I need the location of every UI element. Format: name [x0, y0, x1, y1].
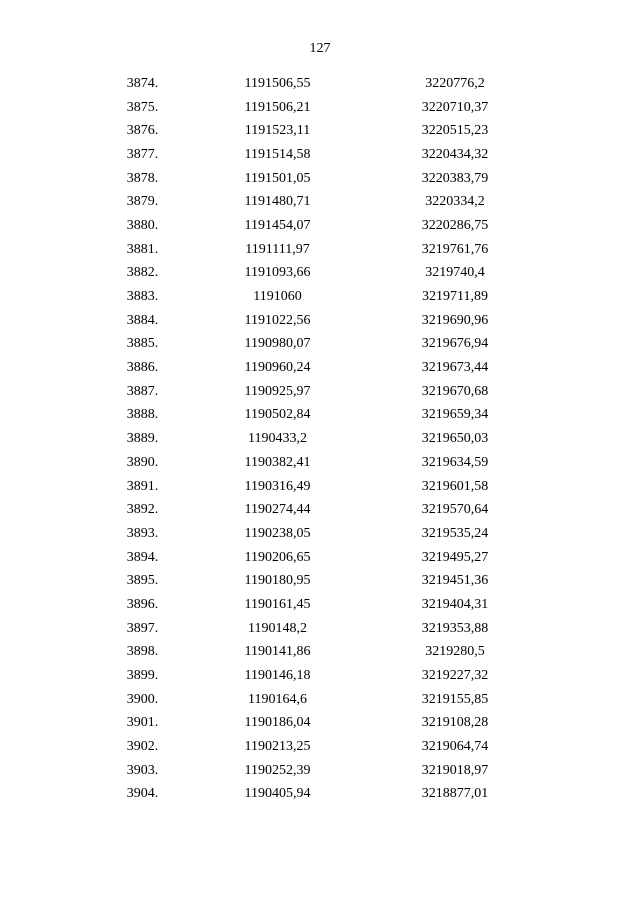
table-row [100, 593, 540, 617]
table-row [100, 309, 540, 333]
y-coordinate-cell: 3219634,59 [421, 454, 489, 470]
point-number-cell: 3879. [126, 194, 159, 210]
y-coordinate-cell: 3219673,44 [421, 360, 489, 376]
x-coordinate-cell: 1191060 [253, 289, 302, 305]
point-number-cell: 3899. [126, 668, 159, 684]
y-coordinate-cell: 3219670,68 [421, 383, 489, 399]
point-number-cell: 3875. [126, 99, 159, 115]
point-number-cell: 3898. [126, 644, 159, 660]
y-coordinate-cell: 3219227,32 [421, 668, 489, 684]
table-row [100, 498, 540, 522]
y-coordinate-cell: 3219570,64 [421, 502, 489, 518]
point-number-cell: 3894. [126, 549, 159, 565]
x-coordinate-cell: 1190161,45 [244, 596, 311, 612]
point-number-cell: 3897. [126, 620, 159, 636]
table-row [100, 380, 540, 404]
x-coordinate-cell: 1191501,05 [244, 170, 311, 186]
x-coordinate-cell: 1191093,66 [244, 265, 311, 281]
point-number-cell: 3881. [126, 241, 159, 257]
y-coordinate-cell: 3219740,4 [425, 265, 485, 281]
x-coordinate-cell: 1191506,55 [244, 75, 311, 91]
y-coordinate-cell: 3219711,89 [422, 289, 488, 305]
point-number-cell: 3876. [126, 123, 159, 139]
x-coordinate-cell: 1190186,04 [244, 715, 311, 731]
table-row [100, 688, 540, 712]
x-coordinate-cell: 1190502,84 [244, 407, 311, 423]
y-coordinate-cell: 3219761,76 [421, 241, 489, 257]
x-coordinate-cell: 1190925,97 [244, 383, 311, 399]
table-row [100, 333, 540, 357]
table-row [100, 72, 540, 96]
y-coordinate-cell: 3218877,01 [421, 786, 489, 802]
y-coordinate-cell: 3219064,74 [421, 739, 489, 755]
x-coordinate-cell: 1191454,07 [244, 217, 311, 233]
x-coordinate-cell: 1191111,97 [245, 241, 310, 257]
x-coordinate-cell: 1190180,95 [244, 573, 311, 589]
table-row [100, 475, 540, 499]
table-row [100, 569, 540, 593]
page-number: 127 [309, 41, 331, 56]
x-coordinate-cell: 1191480,71 [244, 194, 311, 210]
y-coordinate-cell: 3220383,79 [421, 170, 489, 186]
point-number-cell: 3895. [126, 573, 159, 589]
y-coordinate-cell: 3220710,37 [421, 99, 489, 115]
table-row [100, 285, 540, 309]
table-row [100, 404, 540, 428]
x-coordinate-cell: 1190141,86 [244, 644, 311, 660]
table-row [100, 759, 540, 783]
point-number-cell: 3900. [126, 691, 159, 707]
point-number-cell: 3883. [126, 289, 159, 305]
y-coordinate-cell: 3219690,96 [421, 312, 489, 328]
table-row [100, 143, 540, 167]
y-coordinate-cell: 3219108,28 [421, 715, 489, 731]
y-coordinate-cell: 3219659,34 [421, 407, 489, 423]
table-row [100, 522, 540, 546]
table-row [100, 238, 540, 262]
x-coordinate-cell: 1190433,2 [248, 431, 307, 447]
y-coordinate-cell: 3219650,03 [421, 431, 489, 447]
point-number-cell: 3882. [126, 265, 159, 281]
y-coordinate-cell: 3220334,2 [425, 194, 485, 210]
x-coordinate-cell: 1190316,49 [244, 478, 311, 494]
point-number-cell: 3904. [126, 786, 159, 802]
y-coordinate-cell: 3220515,23 [421, 123, 489, 139]
x-coordinate-cell: 1190274,44 [244, 502, 311, 518]
x-coordinate-cell: 1190148,2 [248, 620, 307, 636]
table-row [100, 427, 540, 451]
point-number-cell: 3877. [126, 146, 159, 162]
table-row [100, 356, 540, 380]
x-coordinate-cell: 1191022,56 [244, 312, 311, 328]
y-coordinate-cell: 3219353,88 [421, 620, 489, 636]
table-row [100, 119, 540, 143]
y-coordinate-cell: 3219155,85 [421, 691, 489, 707]
x-coordinate-cell: 1190213,25 [244, 739, 311, 755]
y-coordinate-cell: 3219280,5 [425, 644, 485, 660]
x-coordinate-cell: 1190164,6 [248, 691, 307, 707]
x-coordinate-cell: 1190252,39 [244, 762, 311, 778]
x-coordinate-cell: 1190146,18 [244, 668, 311, 684]
x-coordinate-cell: 1191523,11 [244, 123, 311, 139]
y-coordinate-cell: 3219495,27 [421, 549, 489, 565]
x-coordinate-cell: 1190980,07 [244, 336, 311, 352]
x-coordinate-cell: 1191514,58 [244, 146, 311, 162]
y-coordinate-cell: 3220776,2 [425, 75, 485, 91]
point-number-cell: 3891. [126, 478, 159, 494]
point-number-cell: 3902. [126, 739, 159, 755]
point-number-cell: 3903. [126, 762, 159, 778]
table-row [100, 262, 540, 286]
table-row [100, 190, 540, 214]
y-coordinate-cell: 3219018,97 [421, 762, 489, 778]
y-coordinate-cell: 3219601,58 [421, 478, 489, 494]
x-coordinate-cell: 1190960,24 [244, 360, 311, 376]
table-row [100, 451, 540, 475]
x-coordinate-cell: 1190405,94 [244, 786, 311, 802]
point-number-cell: 3887. [126, 383, 159, 399]
table-row [100, 214, 540, 238]
x-coordinate-cell: 1190238,05 [244, 525, 311, 541]
y-coordinate-cell: 3220434,32 [421, 146, 489, 162]
point-number-cell: 3874. [126, 75, 159, 91]
table-row [100, 617, 540, 641]
point-number-cell: 3885. [126, 336, 159, 352]
y-coordinate-cell: 3219404,31 [421, 596, 489, 612]
coordinates-table-body [100, 72, 540, 806]
point-number-cell: 3888. [126, 407, 159, 423]
point-number-cell: 3890. [126, 454, 159, 470]
coordinates-table [100, 72, 540, 806]
y-coordinate-cell: 3219676,94 [421, 336, 489, 352]
table-row [100, 712, 540, 736]
table-row [100, 96, 540, 120]
point-number-cell: 3878. [126, 170, 159, 186]
x-coordinate-cell: 1190382,41 [244, 454, 311, 470]
point-number-cell: 3880. [126, 217, 159, 233]
y-coordinate-cell: 3219535,24 [421, 525, 489, 541]
table-row [100, 167, 540, 191]
point-number-cell: 3901. [126, 715, 159, 731]
point-number-cell: 3892. [126, 502, 159, 518]
table-row [100, 783, 540, 807]
table-row [100, 735, 540, 759]
point-number-cell: 3884. [126, 312, 159, 328]
x-coordinate-cell: 1190206,65 [244, 549, 311, 565]
table-row [100, 664, 540, 688]
y-coordinate-cell: 3220286,75 [421, 217, 489, 233]
table-row [100, 546, 540, 570]
y-coordinate-cell: 3219451,36 [421, 573, 489, 589]
point-number-cell: 3889. [126, 431, 159, 447]
point-number-cell: 3893. [126, 525, 159, 541]
x-coordinate-cell: 1191506,21 [244, 99, 311, 115]
table-row [100, 641, 540, 665]
point-number-cell: 3886. [126, 360, 159, 376]
point-number-cell: 3896. [126, 596, 159, 612]
